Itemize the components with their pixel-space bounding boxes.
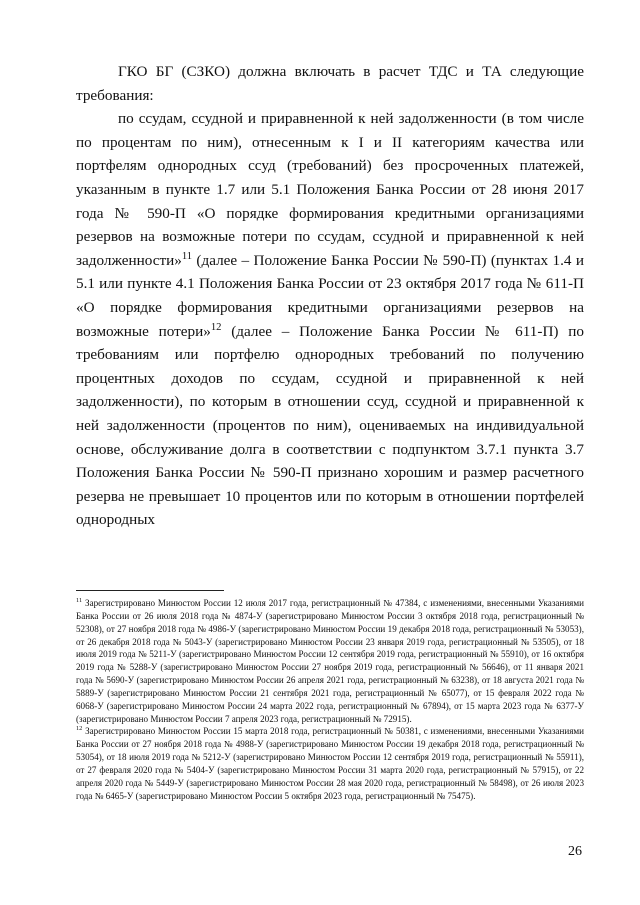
footnote-ref-11: 11 [181,250,193,262]
footnotes [76,597,584,803]
main-text [76,60,584,532]
footnote-text-11: Зарегистрировано Минюстом России 12 июля 2017 года, регистрационный № 47384, с изменениями, внесенными Указаниями Банка России от 26 июля 2018 года № 4874-У (зарегистрировано Минюстом России 3 октября 2018 года, регистрационный № 52308), от 27 ноября 2018 года № 4986-У (зарегистрировано Минюстом России 19 декабря 2018 года, регистрационный № 53053), от 26 декабря 2018 года № 5043-У (зарегистрировано Минюстом России 23 января 2019 года, регистрационный № 53505), от 18 июля 2019 года № 5211-У (зарегистрировано Минюстом России 12 сентября 2019 года, регистрационный № 55910), от 16 октября 2019 года № 5288-У (зарегистрировано Минюстом России 27 ноября 2019 года, регистрационный № 56646), от 11 января 2021 года № 5690-У (зарегистрировано Минюстом России 26 апреля 2021 года, регистрационный № 63238), от 18 августа 2021 года № 5889-У (зарегистрировано Минюстом России 21 сентября 2021 года, регистрационный № 65077), от 15 февраля 2022 года № 6068-У (зарегистрировано Минюстом России 24 марта 2022 года, регистрационный № 67894), от 15 марта 2023 года № 6377-У (зарегистрировано Минюстом России 7 апреля 2023 года, регистрационный № 72915). [76,598,584,724]
footnote-mark-11: 11 [76,596,83,604]
paragraph-loans-part-3: (далее – Положение Банка России № 611-П) по требованиям или портфелю однородных требований по получению процентных доходов по ссудам, ссудной и приравненной к ней задолженности), по которым в отношении ссуд, ссудной и приравненной к ней задолженности (процентов по ним), оцениваемых на индивидуальной основе, обслуживание долга в соответствии с подпунктом 3.7.1 пункта 3.7 Положения Банка России № 590-П признано хорошим и размер расчетного резерва не превышает 10 процентов или по которым в отношении портфелей однородных [76,322,584,529]
footnote-separator [76,590,224,591]
footnote-12 [76,725,584,802]
footnote-mark-12: 12 [76,725,83,733]
paragraph-loans-part-1: по ссудам, ссудной и приравненной к ней задолженности (в том числе по процентам по ним), отнесенным к I и II категориям качества или портфелям однородных ссуд (требований) без просроченных платежей, указанным в пункте 1.7 или 5.1 Положения Банка России от 28 июня 2017 года № 590-П «О порядке формирования кредитными организациями резервов на возможные потери по ссудам, ссудной и приравненной к ней задолженности» [76,110,584,269]
footnote-ref-12: 12 [210,321,222,333]
footnote-11 [76,597,584,725]
footnote-text-12: Зарегистрировано Минюстом России 15 марта 2018 года, регистрационный № 50381, с изменениями, внесенными Указаниями Банка России от 27 ноября 2018 года № 4988-У (зарегистрировано Минюстом России 19 декабря 2018 года, регистрационный № 53054), от 18 июля 2019 года № 5212-У (зарегистрировано Минюстом России 12 сентября 2019 года, регистрационный № 55911), от 27 февраля 2020 года № 5404-У (зарегистрировано Минюстом России 31 марта 2020 года, регистрационный № 57915), от 22 апреля 2020 года № 5449-У (зарегистрировано Минюстом России 28 мая 2020 года, регистрационный № 58498), от 26 июля 2023 года № 6465-У (зарегистрировано Минюстом России 5 октября 2023 года, регистрационный № 75475). [76,726,584,801]
paragraph-loans-part-2: (далее – Положение Банка России № 590-П) (пунктах 1.4 и 5.1 или пункте 4.1 Положения Банка России от 23 октября 2017 года № 611-П «О порядке формирования кредитными организациями резервов на возможные потери» [76,251,584,340]
paragraph-loans [76,107,584,532]
page-number: 26 [568,844,582,859]
paragraph-intro: ГКО БГ (СЗКО) должна включать в расчет ТДС и ТА следующие требования: [76,63,584,104]
